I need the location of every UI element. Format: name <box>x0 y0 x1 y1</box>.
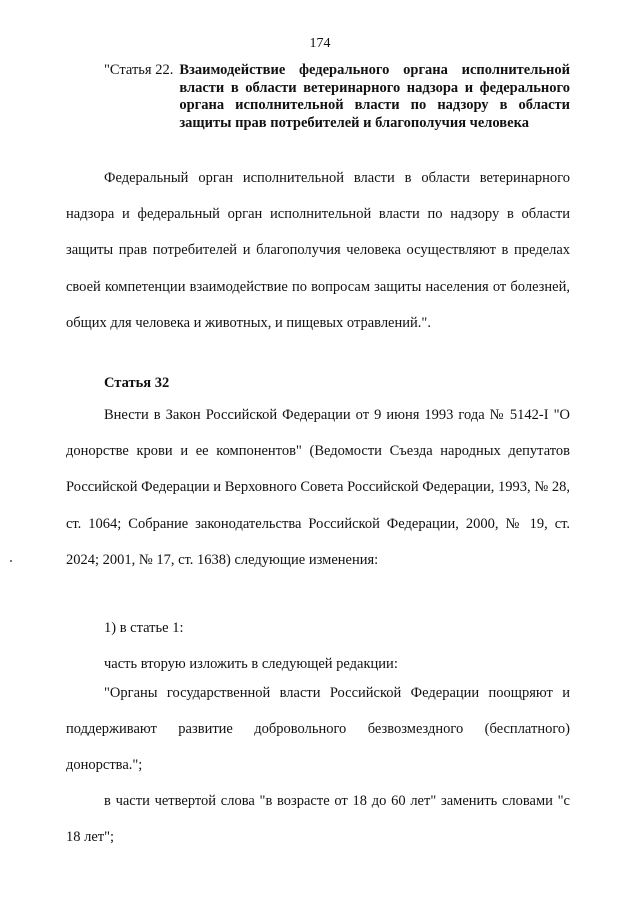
article-32-heading: Статья 32 <box>104 375 170 391</box>
article-32-part2-block <box>66 675 570 784</box>
article-22-body-block <box>66 160 570 341</box>
article-32-part4-block <box>66 783 570 855</box>
article-22-body: Федеральный орган исполнительной власти в области ветеринарного надзора и федеральный орган исполнительной власти по надзору в области защиты прав потребителей и благополучия человека осуществляют в пределах своей компетенции взаимодействие по вопросам защиты населения от болезней, общих для человека и животных, и пищевых отравлений.". <box>66 170 570 331</box>
article-32-intro-block <box>66 397 570 578</box>
article-22-header <box>104 62 570 132</box>
article-32-intro: Внести в Закон Российской Федерации от 9 июня 1993 года № 5142-I "О донорстве крови и ее компонентов" (Ведомости Съезда народных депутатов Российской Федерации и Верховного Совета Российской Федерации, 1993, № 28, ст. 1064; Собрание законодательства Российской Федерации, 2000, № 19, ст. 2024; 2001, № 17, ст. 1638) следующие изменения: <box>66 407 570 568</box>
article-32-item-1: 1) в статье 1: <box>104 620 184 636</box>
article-22-title: Взаимодействие федерального органа исполнительной власти в области ветеринарного надзора и федерального органа исполнительной власти по надзору в области защиты прав потребителей и благополучия человека <box>179 62 570 131</box>
article-32-part2-instruction: часть вторую изложить в следующей редакции: <box>104 656 398 672</box>
article-32-part2-text: "Органы государственной власти Российской Федерации поощряют и поддерживают развитие добровольного безвозмездного (бесплатного) донорства."; <box>66 685 570 774</box>
scan-margin-mark <box>10 560 12 562</box>
article-22-number: "Статья 22. <box>104 62 174 78</box>
page-number: 174 <box>309 36 331 51</box>
article-32-part4-text: в части четвертой слова "в возрасте от 18 до 60 лет" заменить словами "с 18 лет"; <box>66 793 570 846</box>
